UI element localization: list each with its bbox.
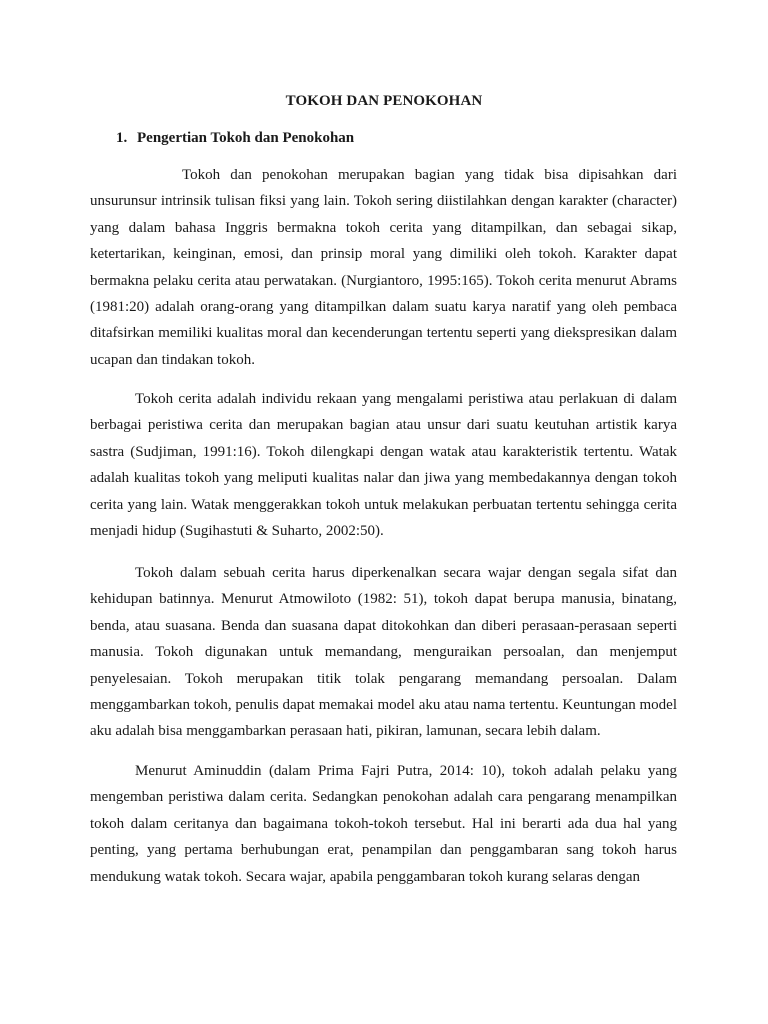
paragraph-2: Tokoh cerita adalah individu rekaan yang mengalami peristiwa atau perlakuan di dalam berbagai peristiwa cerita dan merupakan bagian atau unsur dari suatu keutuhan artistik karya sastra (Sudjiman, 1991:16). Tokoh dilengkapi dengan watak atau karakteristik tertentu. Watak adalah kualitas tokoh yang meliputi kualitas nalar dan jiwa yang membedakannya dengan tokoh cerita yang lain. Watak menggerakkan tokoh untuk melakukan perbuatan tertentu sehingga cerita menjadi hidup (Sugihastuti & Suharto, 2002:50). bbox=[90, 391, 677, 540]
document-title: TOKOH DAN PENOKOHAN bbox=[285, 93, 483, 109]
section-heading-text: Pengertian Tokoh dan Penokohan bbox=[137, 130, 355, 146]
section-heading bbox=[116, 130, 354, 147]
paragraph-1: Tokoh dan penokohan merupakan bagian yang tidak bisa dipisahkan dari unsurunsur intrinsik tulisan fiksi yang lain. Tokoh sering diistilahkan dengan karakter (character) yang dalam bahasa Inggris bermakna tokoh cerita yang ditampilkan, dan sebagai sikap, ketertarikan, keinginan, emosi, dan prinsip moral yang dimiliki oleh tokoh. Karakter dapat bermakna pelaku cerita atau perwatakan. (Nurgiantoro, 1995:165). Tokoh cerita menurut Abrams (1981:20) adalah orang-orang yang ditampilkan dalam suatu karya naratif yang oleh pembaca ditafsirkan memiliki kualitas moral dan kecenderungan tertentu seperti yang diekspresikan dalam ucapan dan tindakan tokoh. bbox=[90, 167, 677, 368]
paragraph-3: Tokoh dalam sebuah cerita harus diperkenalkan secara wajar dengan segala sifat dan kehidupan batinnya. Menurut Atmowiloto (1982: 51), tokoh dapat berupa manusia, binatang, benda, atau suasana. Benda dan suasana dapat ditokohkan dan diberi perasaan-perasaan seperti manusia. Tokoh digunakan untuk memandang, menguraikan persoalan, dan menjemput penyelesaian. Tokoh merupakan titik tolak pengarang memandang persoalan. Dalam menggambarkan tokoh, penulis dapat memakai model aku atau nama tertentu. Keuntungan model aku adalah bisa menggambarkan perasaan hati, pikiran, lamunan, secara lebih dalam. bbox=[90, 565, 677, 740]
paragraph-4: Menurut Aminuddin (dalam Prima Fajri Putra, 2014: 10), tokoh adalah pelaku yang mengemban peristiwa dalam cerita. Sedangkan penokohan adalah cara pengarang menampilkan tokoh dalam ceritanya dan bagaimana tokoh-tokoh tersebut. Hal ini berarti ada dua hal yang penting, yang pertama berhubungan erat, penampilan dan penggambaran sang tokoh harus mendukung watak tokoh. Secara wajar, apabila penggambaran tokoh kurang selaras dengan bbox=[90, 763, 677, 885]
section-number: 1. bbox=[116, 130, 128, 146]
